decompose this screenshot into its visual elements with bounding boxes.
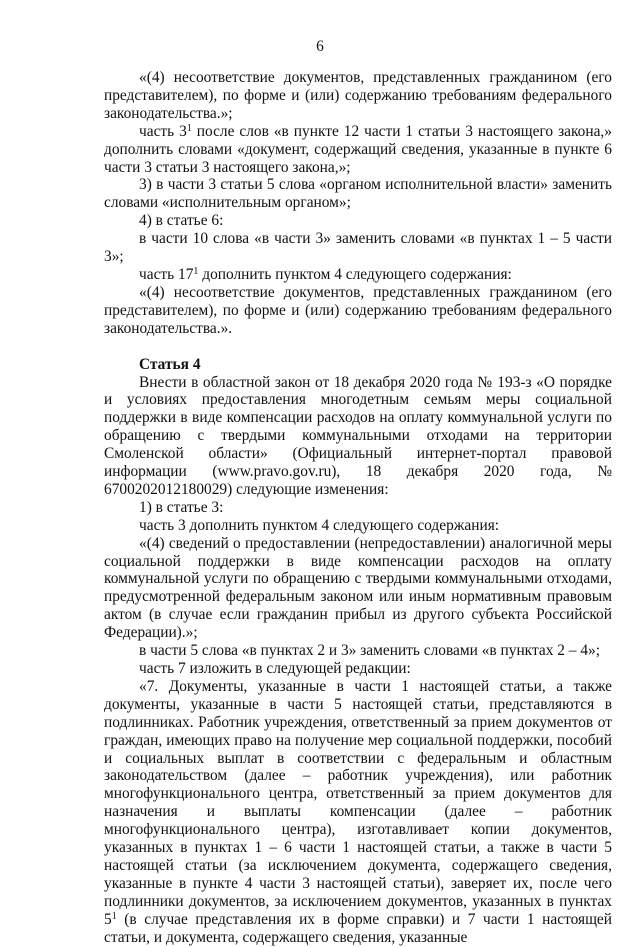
paragraph: часть 3 дополнить пунктом 4 следующего содержания: bbox=[139, 516, 500, 534]
paragraph: Внести в областной закон от 18 декабря 2020 года № 193-з «О порядке и условиях предоставления многодетным семьям меры социальной поддержки в виде компенсации расходов на оплату коммунальной услуги по обращению с твердыми коммунальными отходами на территории Смоленской области» (Официальный интернет-портал правовой информации (www.pravo.gov.ru), 18 декабря 2020 года, № 6700202012180029) следующие изменения: bbox=[104, 373, 612, 498]
page-number: 6 bbox=[316, 38, 324, 55]
paragraph-prefix: 5 bbox=[104, 910, 112, 928]
paragraph bbox=[104, 123, 612, 177]
article-heading: Статья 4 bbox=[139, 355, 201, 373]
paragraph: 3) в части 3 статьи 5 слова «органом исполнительной власти» заменить словами «исполнительным органом»; bbox=[104, 176, 612, 212]
paragraph-text: дополнить пунктом 4 следующего содержания: bbox=[202, 265, 512, 283]
paragraph: «(4) несоответствие документов, представленных гражданином (его представителем), по форме и (или) содержанию требованиям федерального законодательства.». bbox=[104, 283, 612, 337]
paragraph bbox=[104, 678, 612, 947]
paragraph: часть 7 изложить в следующей редакции: bbox=[139, 660, 411, 677]
paragraph: «(4) сведений о предоставлении (непредоставлении) аналогичной меры социальной поддержки в виде компенсации расходов на оплату коммунальной услуги по обращению с твердыми коммунальными отходами, предусмотренной федеральным законом или иным нормативным правовым актом (в случае если гражданин прибыл из другого субъекта Российской Федерации).»; bbox=[104, 534, 612, 642]
paragraph: 4) в статье 6: bbox=[139, 212, 224, 230]
paragraph: 1) в статье 3: bbox=[139, 498, 224, 516]
paragraph bbox=[104, 266, 612, 284]
paragraph-prefix: часть 17 bbox=[139, 265, 194, 283]
paragraph: «(4) несоответствие документов, представленных гражданином (его представителем), по форме и (или) содержанию требованиям федерального законодательства.»; bbox=[104, 69, 612, 122]
document-body bbox=[104, 69, 612, 947]
paragraph: в части 10 слова «в части 3» заменить словами «в пунктах 1 – 5 части 3»; bbox=[104, 230, 612, 266]
paragraph-text: (в случае представления их в форме справки) и 7 части 1 настоящей статьи, и документа, содержащего сведения, указанные bbox=[104, 910, 612, 946]
superscript: 1 bbox=[111, 910, 117, 922]
paragraph-prefix: часть 3 bbox=[139, 122, 187, 140]
paragraph-text: после слов «в пункте 12 части 1 статьи 3 настоящего закона,» дополнить словами «документ, содержащий сведения, указанные в пункте 6 части 3 статьи 3 настоящего закона,»; bbox=[104, 122, 612, 176]
paragraph: в части 5 слова «в пунктах 2 и 3» заменить словами «в пунктах 2 – 4»; bbox=[139, 642, 600, 660]
superscript: 1 bbox=[186, 122, 192, 134]
superscript: 1 bbox=[193, 265, 199, 277]
paragraph-text: «7. Документы, указанные в части 1 настоящей статьи, а также документы, указанные в части 5 настоящей статьи, представляются в подлинниках. Работник учреждения, ответственный за прием документов от граждан, имеющих право на получение мер социальной поддержки, пособий и социальных выплат в соответствии с федеральным и областным законодательством (далее – работник учреждения), или работник многофункционального центра, ответственный за прием документов для назначения и выплаты компенсации (далее – работник многофункционального центра), изготавливает копии документов, указанных в пунктах 1 – 6 части 1 настоящей статьи, а также в части 5 настоящей статьи (за исключением документа, содержащего сведения, указанные в пункте 4 части 3 настоящей статьи), заверяет их, после чего подлинники документов, за исключением документов, указанных в пунктах bbox=[104, 677, 612, 910]
